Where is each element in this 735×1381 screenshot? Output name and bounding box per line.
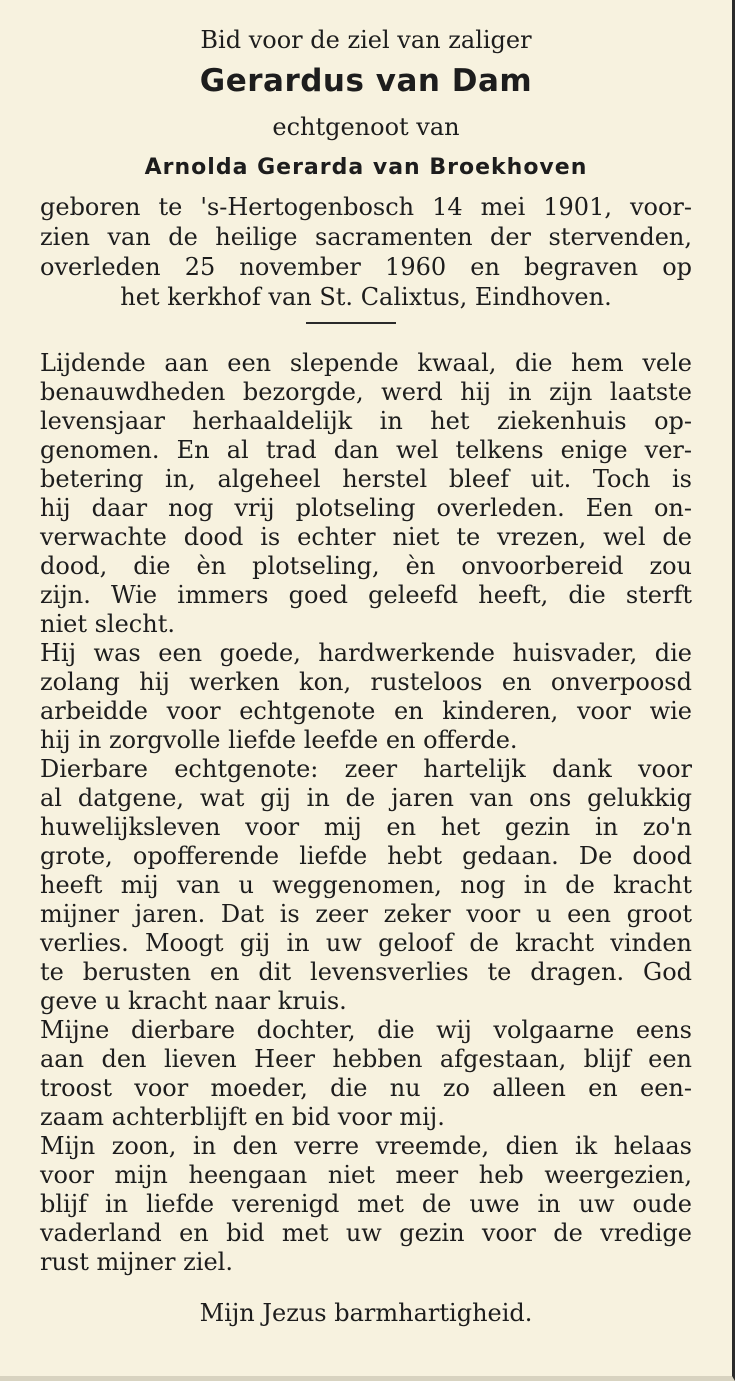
body-line: Mijn zoon, in den verre vreemde, dien ik helaas: [40, 1132, 692, 1160]
body-line: arbeidde voor echtgenote en kinderen, voor wie: [40, 697, 692, 725]
body-line: voor mijn heengaan niet meer heb weergezien,: [40, 1161, 692, 1189]
intro-line: het kerkhof van St. Calixtus, Eindhoven.: [120, 283, 612, 311]
body-line: niet slecht.: [40, 610, 175, 638]
body-line: te berusten en dit levensverlies te dragen. God: [40, 958, 692, 986]
intro-line: overleden 25 november 1960 en begraven op: [40, 253, 692, 281]
intro-line: geboren te 's-Hertogenbosch 14 mei 1901, voor-: [40, 193, 692, 221]
divider-rule: [306, 322, 396, 324]
body-line: genomen. En al trad dan wel telkens enige ver-: [40, 436, 692, 464]
body-line: zijn. Wie immers goed geleefd heeft, die sterft: [40, 581, 692, 609]
body-line: troost voor moeder, die nu zo alleen en een-: [40, 1074, 692, 1102]
body-line: aan den lieven Heer hebben afgestaan, blijf een: [40, 1045, 692, 1073]
body-line: al datgene, wat gij in de jaren van ons gelukkig: [40, 784, 692, 812]
body-line: rust mijner ziel.: [40, 1248, 233, 1276]
body-line: zaam achterblijft en bid voor mij.: [40, 1103, 445, 1131]
body-line: Mijne dierbare dochter, die wij volgaarne eens: [40, 1016, 692, 1044]
body-line: heeft mij van u weggenomen, nog in de kracht: [40, 871, 692, 899]
body-line: grote, opofferende liefde hebt gedaan. De dood: [40, 842, 692, 870]
body-line: hij in zorgvolle liefde leefde en offerde.: [40, 726, 518, 754]
spouse-label: echtgenoot van: [272, 113, 460, 141]
body-line: huwelijksleven voor mij en het gezin in zo'n: [40, 813, 692, 841]
body-line: Hij was een goede, hardwerkende huisvader, die: [40, 639, 692, 667]
closing-prayer: Mijn Jezus barmhartigheid.: [199, 1299, 533, 1327]
deceased-name: Gerardus van Dam: [199, 63, 533, 99]
prayer-heading: Bid voor de ziel van zaliger: [200, 26, 532, 54]
body-line: dood, die èn plotseling, èn onvoorbereid zou: [40, 552, 692, 580]
intro-line: zien van de heilige sacramenten der stervenden,: [40, 223, 692, 251]
body-line: Dierbare echtgenote: zeer hartelijk dank voor: [40, 755, 692, 783]
body-line: blijf in liefde verenigd met de uwe in uw oude: [40, 1190, 692, 1218]
body-line: geve u kracht naar kruis.: [40, 987, 347, 1015]
body-line: zolang hij werken kon, rusteloos en onverpoosd: [40, 668, 692, 696]
spouse-name: Arnolda Gerarda van Broekhoven: [144, 155, 588, 180]
body-line: verwachte dood is echter niet te vrezen, wel de: [40, 523, 692, 551]
body-line: betering in, algeheel herstel bleef uit. Toch is: [40, 465, 692, 493]
body-line: levensjaar herhaaldelijk in het ziekenhuis op-: [40, 407, 692, 435]
body-line: vaderland en bid met uw gezin voor de vredige: [40, 1219, 692, 1247]
body-line: hij daar nog vrij plotseling overleden. Een on-: [40, 494, 692, 522]
body-line: benauwdheden bezorgde, werd hij in zijn laatste: [40, 378, 692, 406]
body-line: mijner jaren. Dat is zeer zeker voor u een groot: [40, 900, 692, 928]
body-line: Lijdende aan een slepende kwaal, die hem vele: [40, 349, 692, 377]
body-line: verlies. Moogt gij in uw geloof de kracht vinden: [40, 929, 692, 957]
